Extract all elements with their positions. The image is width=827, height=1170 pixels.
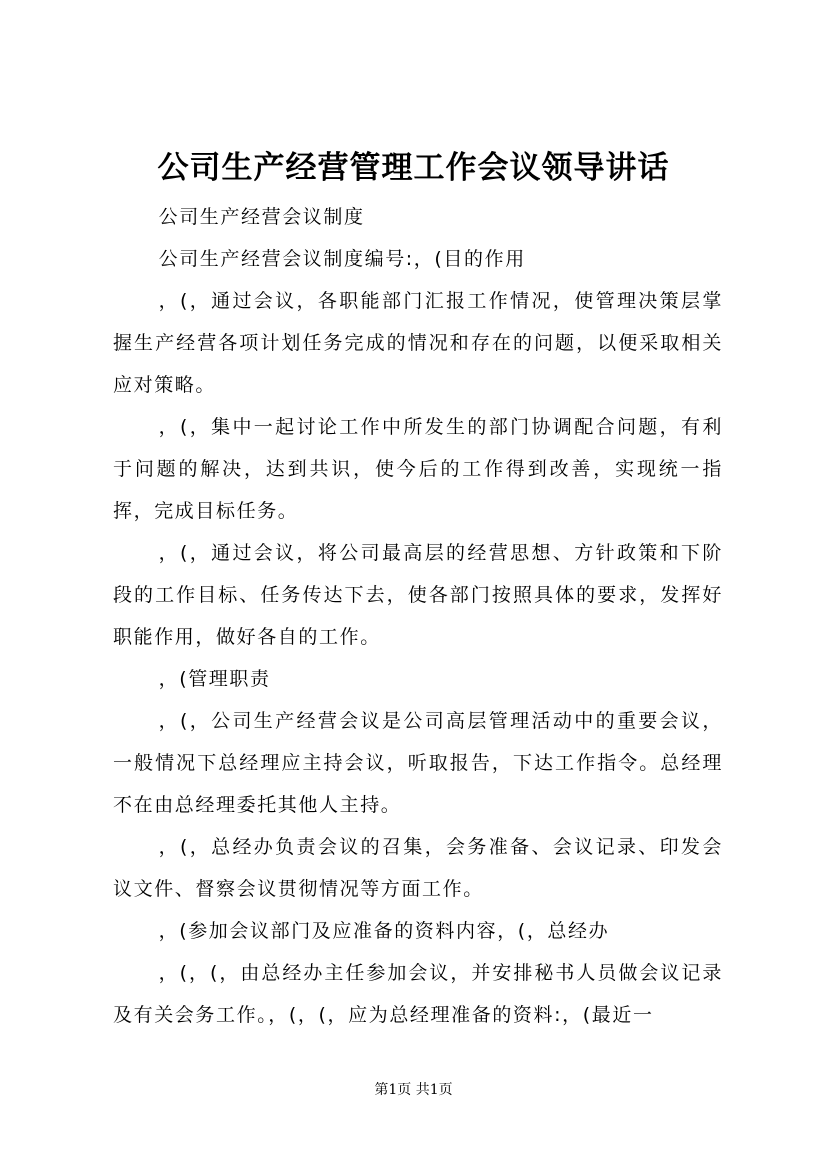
paragraph: ，(管理职责: [158, 668, 271, 690]
paragraph: ，(参加会议部门及应准备的资料内容，(，总经办: [158, 920, 610, 942]
paragraph: ，(，公司生产经营会议是公司高层管理活动中的重要会议，一般情况下总经理应主持会议，听取报告，下达工作指令。总经理不在由总经理委托其他人主持。: [113, 710, 723, 816]
paragraph: ，(，通过会议，将公司最高层的经营思想、方针政策和下阶段的工作目标、任务传达下去，使各部门按照具体的要求，发挥好职能作用，做好各自的工作。: [113, 542, 723, 648]
paragraph: ，(，通过会议，各职能部门汇报工作情况，使管理决策层掌握生产经营各项计划任务完成的情况和存在的问题，以便采取相关应对策略。: [113, 290, 723, 396]
document-title: 公司生产经营管理工作会议领导讲话: [157, 150, 670, 186]
paragraph: ，(，集中一起讨论工作中所发生的部门协调配合问题，有利于问题的解决，达到共识，使今后的工作得到改善，实现统一指挥，完成目标任务。: [113, 416, 723, 522]
document-body: [113, 196, 723, 1036]
paragraph: 公司生产经营会议制度编号:，(目的作用: [158, 248, 526, 270]
paragraph: ，(，总经办负责会议的召集，会务准备、会议记录、印发会议文件、督察会议贯彻情况等方面工作。: [113, 836, 723, 900]
paragraph: ，(，(，由总经办主任参加会议，并安排秘书人员做会议记录及有关会务工作。，(，(，应为总经理准备的资料:，(最近一: [113, 962, 723, 1026]
page-number-footer: 第1页 共1页: [374, 1082, 453, 1098]
paragraph: 公司生产经营会议制度: [158, 206, 365, 228]
